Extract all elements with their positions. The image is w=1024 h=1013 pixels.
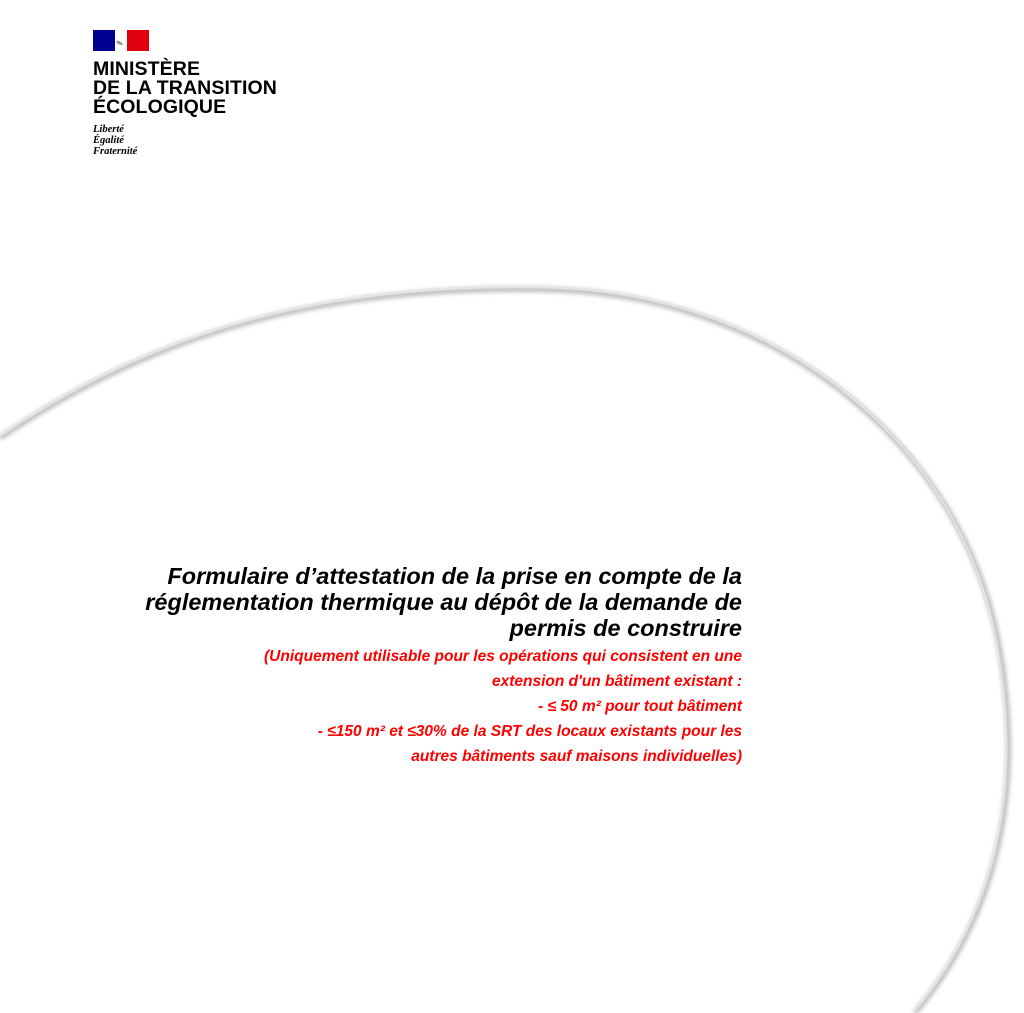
ministry-name bbox=[93, 60, 277, 117]
document-title bbox=[42, 563, 742, 641]
motto-line: Fraternité bbox=[93, 146, 138, 157]
title-line: Formulaire d’attestation de la prise en compte de la bbox=[167, 563, 742, 589]
ministry-line: MINISTÈRE bbox=[93, 58, 201, 80]
ministry-line: DE LA TRANSITION bbox=[93, 77, 277, 99]
ministry-logo bbox=[93, 30, 277, 157]
motto-line: Liberté bbox=[93, 124, 124, 135]
title-block bbox=[42, 563, 742, 769]
title-line: réglementation thermique au dépôt de la demande de bbox=[145, 589, 742, 615]
title-line: permis de construire bbox=[509, 615, 742, 641]
subtitle-line: (Uniquement utilisable pour les opérations qui consistent en une bbox=[264, 648, 742, 665]
flag-blue-band bbox=[93, 30, 115, 51]
flag-red-band bbox=[127, 30, 149, 51]
subtitle-line: autres bâtiments sauf maisons individuelles) bbox=[411, 748, 742, 765]
republic-motto bbox=[93, 124, 277, 157]
subtitle-line: - ≤150 m² et ≤30% de la SRT des locaux existants pour les bbox=[317, 723, 742, 740]
ministry-line: ÉCOLOGIQUE bbox=[93, 96, 227, 118]
document-subtitle bbox=[42, 644, 742, 769]
subtitle-line: extension d'un bâtiment existant : bbox=[492, 673, 742, 690]
subtitle-line: - ≤ 50 m² pour tout bâtiment bbox=[538, 698, 742, 715]
marianne-flag-icon bbox=[93, 30, 149, 51]
motto-line: Égalité bbox=[93, 135, 124, 146]
